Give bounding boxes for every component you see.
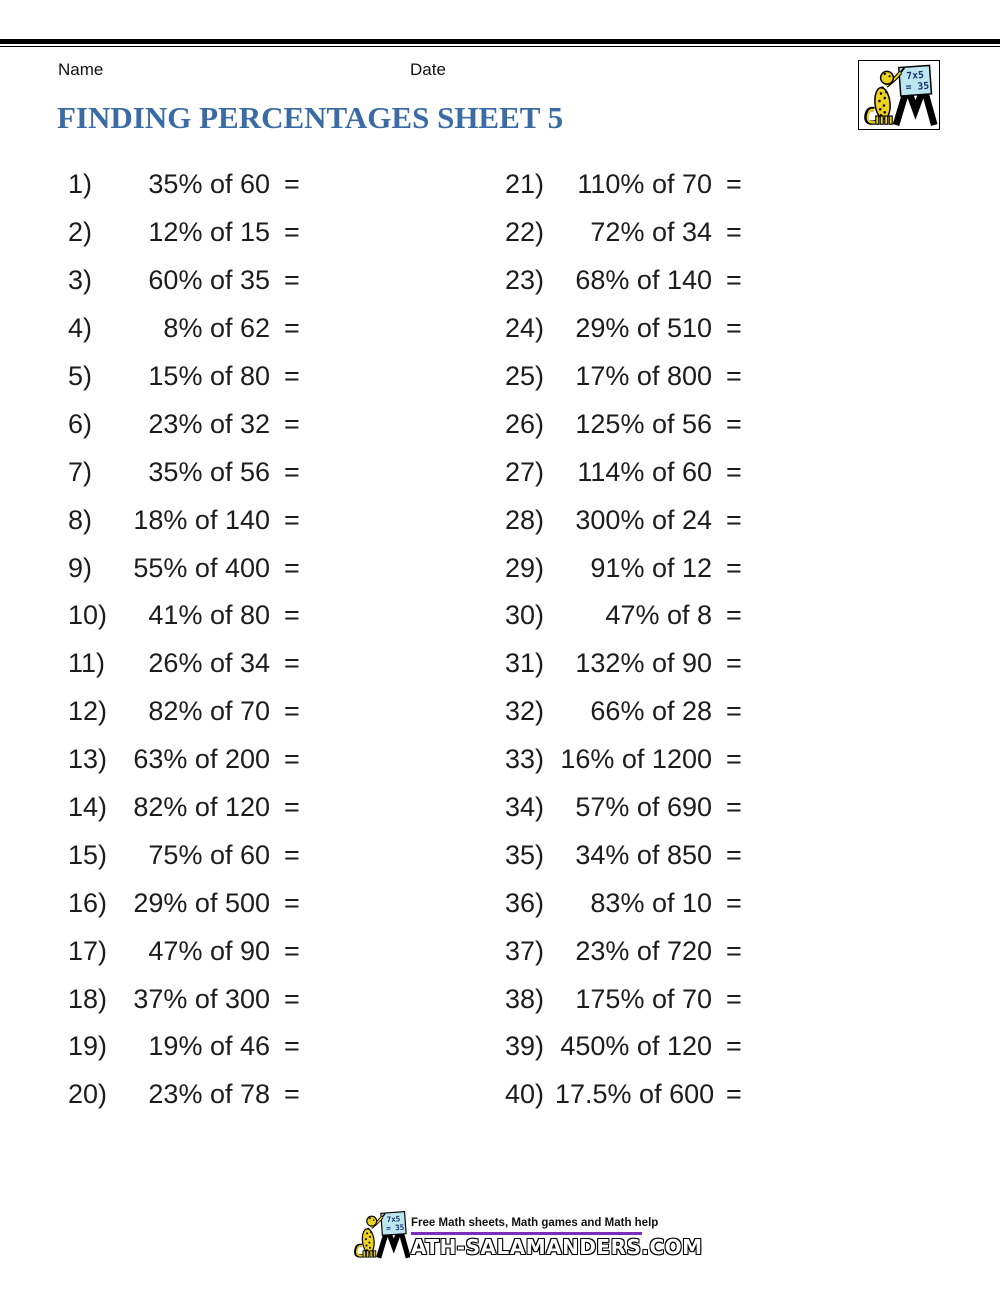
problem-row: [505, 448, 862, 496]
answer-space: [300, 502, 420, 538]
answer-space: [742, 311, 862, 347]
problem-row: [505, 879, 862, 927]
top-divider: [0, 39, 1000, 47]
equals-sign: =: [726, 504, 742, 535]
problem-row: [505, 975, 862, 1023]
problem-row: [505, 831, 862, 879]
problems-column-left: [68, 161, 420, 1119]
problem-row: [68, 784, 420, 832]
problem-number: 23): [505, 265, 545, 296]
answer-space: [300, 598, 420, 634]
problem-number: 9): [68, 552, 93, 583]
problem-row: [68, 161, 420, 209]
problem-expression: 29% of 500: [133, 887, 270, 918]
problem-expression: 35% of 60: [148, 169, 270, 200]
equals-sign: =: [726, 792, 742, 823]
problem-number: 18): [68, 983, 108, 1014]
problem-number: 27): [505, 456, 545, 487]
problem-expression: 29% of 510: [575, 313, 712, 344]
problem-row: [68, 257, 420, 305]
equals-sign: =: [284, 696, 300, 727]
problem-row: [68, 831, 420, 879]
answer-space: [300, 742, 420, 778]
problem-row: [505, 496, 862, 544]
brand-logo-box: [858, 60, 940, 130]
problem-number: 11): [68, 648, 106, 679]
equals-sign: =: [284, 983, 300, 1014]
problem-number: 38): [505, 983, 545, 1014]
problem-expression: 47% of 90: [148, 935, 270, 966]
answer-space: [742, 646, 862, 682]
problem-number: 5): [68, 361, 93, 391]
problem-number: 30): [505, 600, 545, 631]
problem-row: [68, 496, 420, 544]
equals-sign: =: [284, 217, 300, 248]
problem-expression: 15% of 80: [148, 361, 270, 391]
problem-number: 25): [505, 361, 545, 391]
problem-expression: 66% of 28: [590, 696, 712, 727]
site-name: ATH-SALAMANDERS.COM: [411, 1235, 703, 1259]
equals-sign: =: [726, 169, 742, 200]
problem-number: 31): [505, 648, 545, 679]
problem-number: 26): [505, 408, 545, 439]
problem-number: 8): [68, 504, 93, 535]
answer-space: [300, 1077, 420, 1113]
problem-number: 36): [505, 887, 545, 918]
footer-tagline: Free Math sheets, Math games and Math help: [411, 1217, 659, 1229]
problem-expression: 18% of 140: [133, 504, 270, 535]
problem-expression: 175% of 70: [575, 983, 712, 1014]
equals-sign: =: [284, 313, 300, 344]
equals-sign: =: [726, 696, 742, 727]
problem-row: [505, 400, 862, 448]
answer-space: [300, 359, 420, 395]
answer-space: [742, 263, 862, 299]
problem-expression: 83% of 10: [590, 887, 712, 918]
problem-row: [68, 879, 420, 927]
equals-sign: =: [284, 744, 300, 775]
problem-number: 14): [68, 792, 108, 823]
problem-number: 34): [505, 792, 545, 823]
equals-sign: =: [284, 456, 300, 487]
answer-space: [742, 837, 862, 873]
problem-row: [505, 257, 862, 305]
equals-sign: =: [726, 1079, 742, 1110]
answer-space: [742, 694, 862, 730]
answer-space: [300, 215, 420, 251]
equals-sign: =: [726, 887, 742, 918]
answer-space: [300, 646, 420, 682]
answer-space: [742, 406, 862, 442]
problem-number: 28): [505, 504, 545, 535]
equals-sign: =: [284, 600, 300, 631]
answer-space: [742, 359, 862, 395]
problem-row: [505, 353, 862, 401]
equals-sign: =: [284, 552, 300, 583]
answer-space: [742, 502, 862, 538]
problem-expression: 114% of 60: [577, 456, 712, 487]
equals-sign: =: [726, 935, 742, 966]
board-line-2: = 35: [385, 1222, 405, 1233]
problem-expression: 12% of 15: [148, 217, 270, 248]
problem-expression: 110% of 70: [577, 169, 712, 200]
problem-row: [68, 353, 420, 401]
problem-row: [68, 927, 420, 975]
page-title: FINDING PERCENTAGES SHEET 5: [57, 100, 564, 135]
name-label: Name: [58, 60, 104, 79]
answer-space: [742, 885, 862, 921]
problem-row: [68, 448, 420, 496]
problem-expression: 91% of 12: [590, 552, 712, 583]
problem-row: [68, 209, 420, 257]
equals-sign: =: [726, 361, 742, 391]
problem-row: [505, 544, 862, 592]
problem-expression: 17% of 800: [575, 361, 712, 391]
problem-number: 6): [68, 408, 93, 439]
answer-space: [742, 742, 862, 778]
answer-space: [300, 981, 420, 1017]
equals-sign: =: [284, 408, 300, 439]
problem-number: 24): [505, 313, 545, 344]
problem-number: 3): [68, 265, 93, 296]
problem-expression: 68% of 140: [575, 265, 712, 296]
answer-space: [300, 1029, 420, 1065]
equals-sign: =: [726, 983, 742, 1014]
answer-space: [300, 550, 420, 586]
equals-sign: =: [726, 552, 742, 583]
answer-space: [742, 1077, 862, 1113]
answer-space: [300, 694, 420, 730]
problem-expression: 75% of 60: [148, 839, 270, 870]
problem-number: 10): [68, 600, 108, 631]
problem-expression: 23% of 720: [575, 935, 712, 966]
answer-space: [742, 598, 862, 634]
equals-sign: =: [726, 600, 742, 631]
problem-expression: 23% of 78: [148, 1079, 270, 1110]
problem-number: 13): [68, 744, 108, 775]
problem-row: [505, 1071, 862, 1119]
problem-number: 16): [68, 887, 108, 918]
answer-space: [300, 454, 420, 490]
problem-number: 19): [68, 1031, 108, 1062]
problem-expression: 19% of 46: [148, 1031, 270, 1062]
answer-space: [742, 981, 862, 1017]
problem-number: 32): [505, 696, 545, 727]
answer-space: [742, 167, 862, 203]
board-line-2: = 35: [905, 80, 930, 94]
problem-number: 37): [505, 935, 545, 966]
problem-expression: 82% of 70: [148, 696, 270, 727]
salamander-mascot-icon: [860, 62, 938, 128]
answer-space: [300, 263, 420, 299]
problem-expression: 82% of 120: [133, 792, 270, 823]
equals-sign: =: [726, 217, 742, 248]
problem-row: [68, 975, 420, 1023]
equals-sign: =: [726, 744, 742, 775]
problem-number: 17): [68, 935, 108, 966]
problem-row: [68, 400, 420, 448]
answer-space: [300, 406, 420, 442]
problem-row: [505, 161, 862, 209]
footer-brand: [352, 1208, 703, 1261]
problem-number: 35): [505, 839, 545, 870]
problem-row: [68, 592, 420, 640]
problem-expression: 17.5% of 600: [555, 1079, 715, 1110]
problem-expression: 132% of 90: [575, 648, 712, 679]
equals-sign: =: [726, 313, 742, 344]
problem-expression: 26% of 34: [148, 648, 270, 679]
problem-expression: 55% of 400: [133, 552, 270, 583]
answer-space: [742, 550, 862, 586]
equals-sign: =: [284, 839, 300, 870]
problem-row: [505, 927, 862, 975]
problem-number: 7): [68, 456, 93, 487]
answer-space: [300, 837, 420, 873]
equals-sign: =: [284, 169, 300, 200]
problem-expression: 60% of 35: [148, 265, 270, 296]
problem-row: [505, 640, 862, 688]
problem-row: [505, 209, 862, 257]
equals-sign: =: [284, 1031, 300, 1062]
problem-number: 21): [505, 169, 545, 200]
problem-row: [505, 1023, 862, 1071]
equals-sign: =: [726, 456, 742, 487]
problem-number: 4): [68, 313, 93, 344]
answer-space: [300, 167, 420, 203]
problem-number: 29): [505, 552, 545, 583]
problem-row: [505, 688, 862, 736]
equals-sign: =: [284, 935, 300, 966]
problem-number: 1): [68, 169, 93, 200]
problem-expression: 300% of 24: [575, 504, 712, 535]
problem-expression: 41% of 80: [148, 600, 270, 631]
problem-row: [505, 592, 862, 640]
answer-space: [742, 454, 862, 490]
problem-expression: 57% of 690: [575, 792, 712, 823]
problem-expression: 450% of 120: [560, 1031, 712, 1062]
problem-row: [68, 736, 420, 784]
equals-sign: =: [726, 839, 742, 870]
answer-space: [300, 885, 420, 921]
problem-expression: 34% of 850: [575, 839, 712, 870]
answer-space: [742, 790, 862, 826]
equals-sign: =: [726, 1031, 742, 1062]
problem-expression: 125% of 56: [575, 408, 712, 439]
answer-space: [300, 790, 420, 826]
problem-number: 15): [68, 839, 108, 870]
problem-expression: 37% of 300: [133, 983, 270, 1014]
answer-space: [300, 933, 420, 969]
equals-sign: =: [726, 648, 742, 679]
problem-row: [68, 1023, 420, 1071]
equals-sign: =: [284, 792, 300, 823]
board-line-1: 7x5: [905, 69, 925, 83]
problem-number: 39): [505, 1031, 545, 1062]
problem-expression: 23% of 32: [148, 408, 270, 439]
equals-sign: =: [284, 648, 300, 679]
problem-row: [68, 544, 420, 592]
date-label: Date: [410, 60, 446, 79]
problem-number: 20): [68, 1079, 108, 1110]
problem-number: 22): [505, 217, 545, 248]
problem-row: [68, 688, 420, 736]
problem-expression: 16% of 1200: [560, 744, 712, 775]
problem-expression: 47% of 8: [605, 600, 712, 631]
problem-number: 2): [68, 217, 93, 248]
equals-sign: =: [284, 265, 300, 296]
equals-sign: =: [284, 361, 300, 391]
problem-row: [505, 736, 862, 784]
equals-sign: =: [284, 504, 300, 535]
problem-number: 40): [505, 1079, 545, 1110]
problem-expression: 72% of 34: [590, 217, 712, 248]
equals-sign: =: [726, 265, 742, 296]
problem-number: 33): [505, 744, 545, 775]
equals-sign: =: [284, 1079, 300, 1110]
problem-row: [505, 305, 862, 353]
board-line-1: 7x5: [386, 1214, 401, 1225]
answer-space: [300, 311, 420, 347]
footer-text-block: [411, 1208, 703, 1258]
answer-space: [742, 215, 862, 251]
problem-row: [68, 305, 420, 353]
answer-space: [742, 933, 862, 969]
problem-expression: 35% of 56: [148, 456, 270, 487]
problem-row: [68, 1071, 420, 1119]
salamander-mascot-icon: [352, 1208, 410, 1261]
problem-expression: 8% of 62: [163, 313, 270, 344]
problem-row: [68, 640, 420, 688]
problems-column-right: [505, 161, 862, 1119]
equals-sign: =: [726, 408, 742, 439]
problem-expression: 63% of 200: [133, 744, 270, 775]
problem-row: [505, 784, 862, 832]
equals-sign: =: [284, 887, 300, 918]
answer-space: [742, 1029, 862, 1065]
problem-number: 12): [68, 696, 108, 727]
